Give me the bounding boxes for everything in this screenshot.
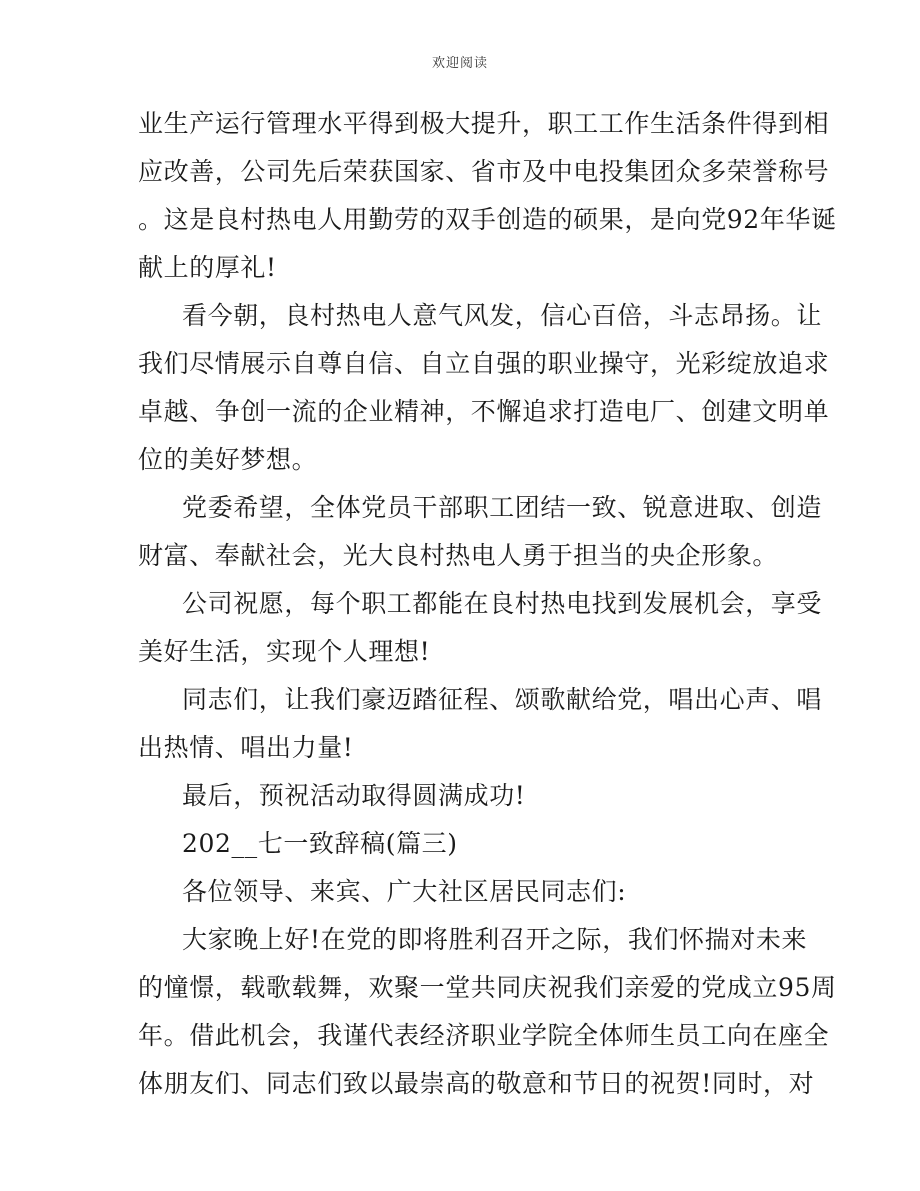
text-line: 应改善，公司先后荣获国家、省市及中电投集团众多荣誉称号 — [138, 157, 830, 186]
text-line: 我们尽情展示自尊自信、自立自强的职业操守，光彩绽放追求 — [138, 349, 830, 378]
text-line: 出热情、唱出力量! — [138, 733, 354, 762]
text-line: 卓越、争创一流的企业精神，不懈追求打造电厂、创建文明单 — [138, 397, 830, 426]
paragraph-start-line: 最后，预祝活动取得圆满成功! — [182, 781, 526, 810]
text-line: 体朋友们、同志们致以最崇高的敬意和节日的祝贺!同时，对 — [138, 1069, 815, 1098]
salutation-line: 各位领导、来宾、广大社区居民同志们: — [182, 877, 627, 906]
text-line: 年。借此机会，我谨代表经济职业学院全体师生员工向在座全 — [138, 1021, 830, 1050]
text-line: 。这是良村热电人用勤劳的双手创造的硕果，是向党92年华诞 — [138, 205, 837, 234]
text-line: 献上的厚礼! — [138, 253, 277, 282]
paragraph-start-line: 同志们，让我们豪迈踏征程、颂歌献给党，唱出心声、唱 — [182, 685, 823, 714]
text-line: 业生产运行管理水平得到极大提升，职工工作生活条件得到相 — [138, 109, 830, 138]
text-line: 美好生活，实现个人理想! — [138, 637, 431, 666]
text-line: 位的美好梦想。 — [138, 445, 318, 474]
body-text — [138, 100, 837, 1108]
text-line: 财富、奉献社会，光大良村热电人勇于担当的央企形象。 — [138, 541, 779, 570]
page-header: 欢迎阅读 — [431, 56, 488, 71]
paragraph-start-line: 看今朝，良村热电人意气风发，信心百倍，斗志昂扬。让 — [182, 301, 823, 330]
paragraph-start-line: 公司祝愿，每个职工都能在良村热电找到发展机会，享受 — [182, 589, 823, 618]
paragraph-start-line: 大家晚上好!在党的即将胜利召开之际，我们怀揣对未来 — [182, 925, 808, 954]
text-line: 的憧憬，载歌载舞，欢聚一堂共同庆祝我们亲爱的党成立95周 — [138, 973, 837, 1002]
section-title: 202__七一致辞稿(篇三) — [182, 829, 458, 858]
paragraph-start-line: 党委希望，全体党员干部职工团结一致、锐意进取、创造 — [182, 493, 823, 522]
